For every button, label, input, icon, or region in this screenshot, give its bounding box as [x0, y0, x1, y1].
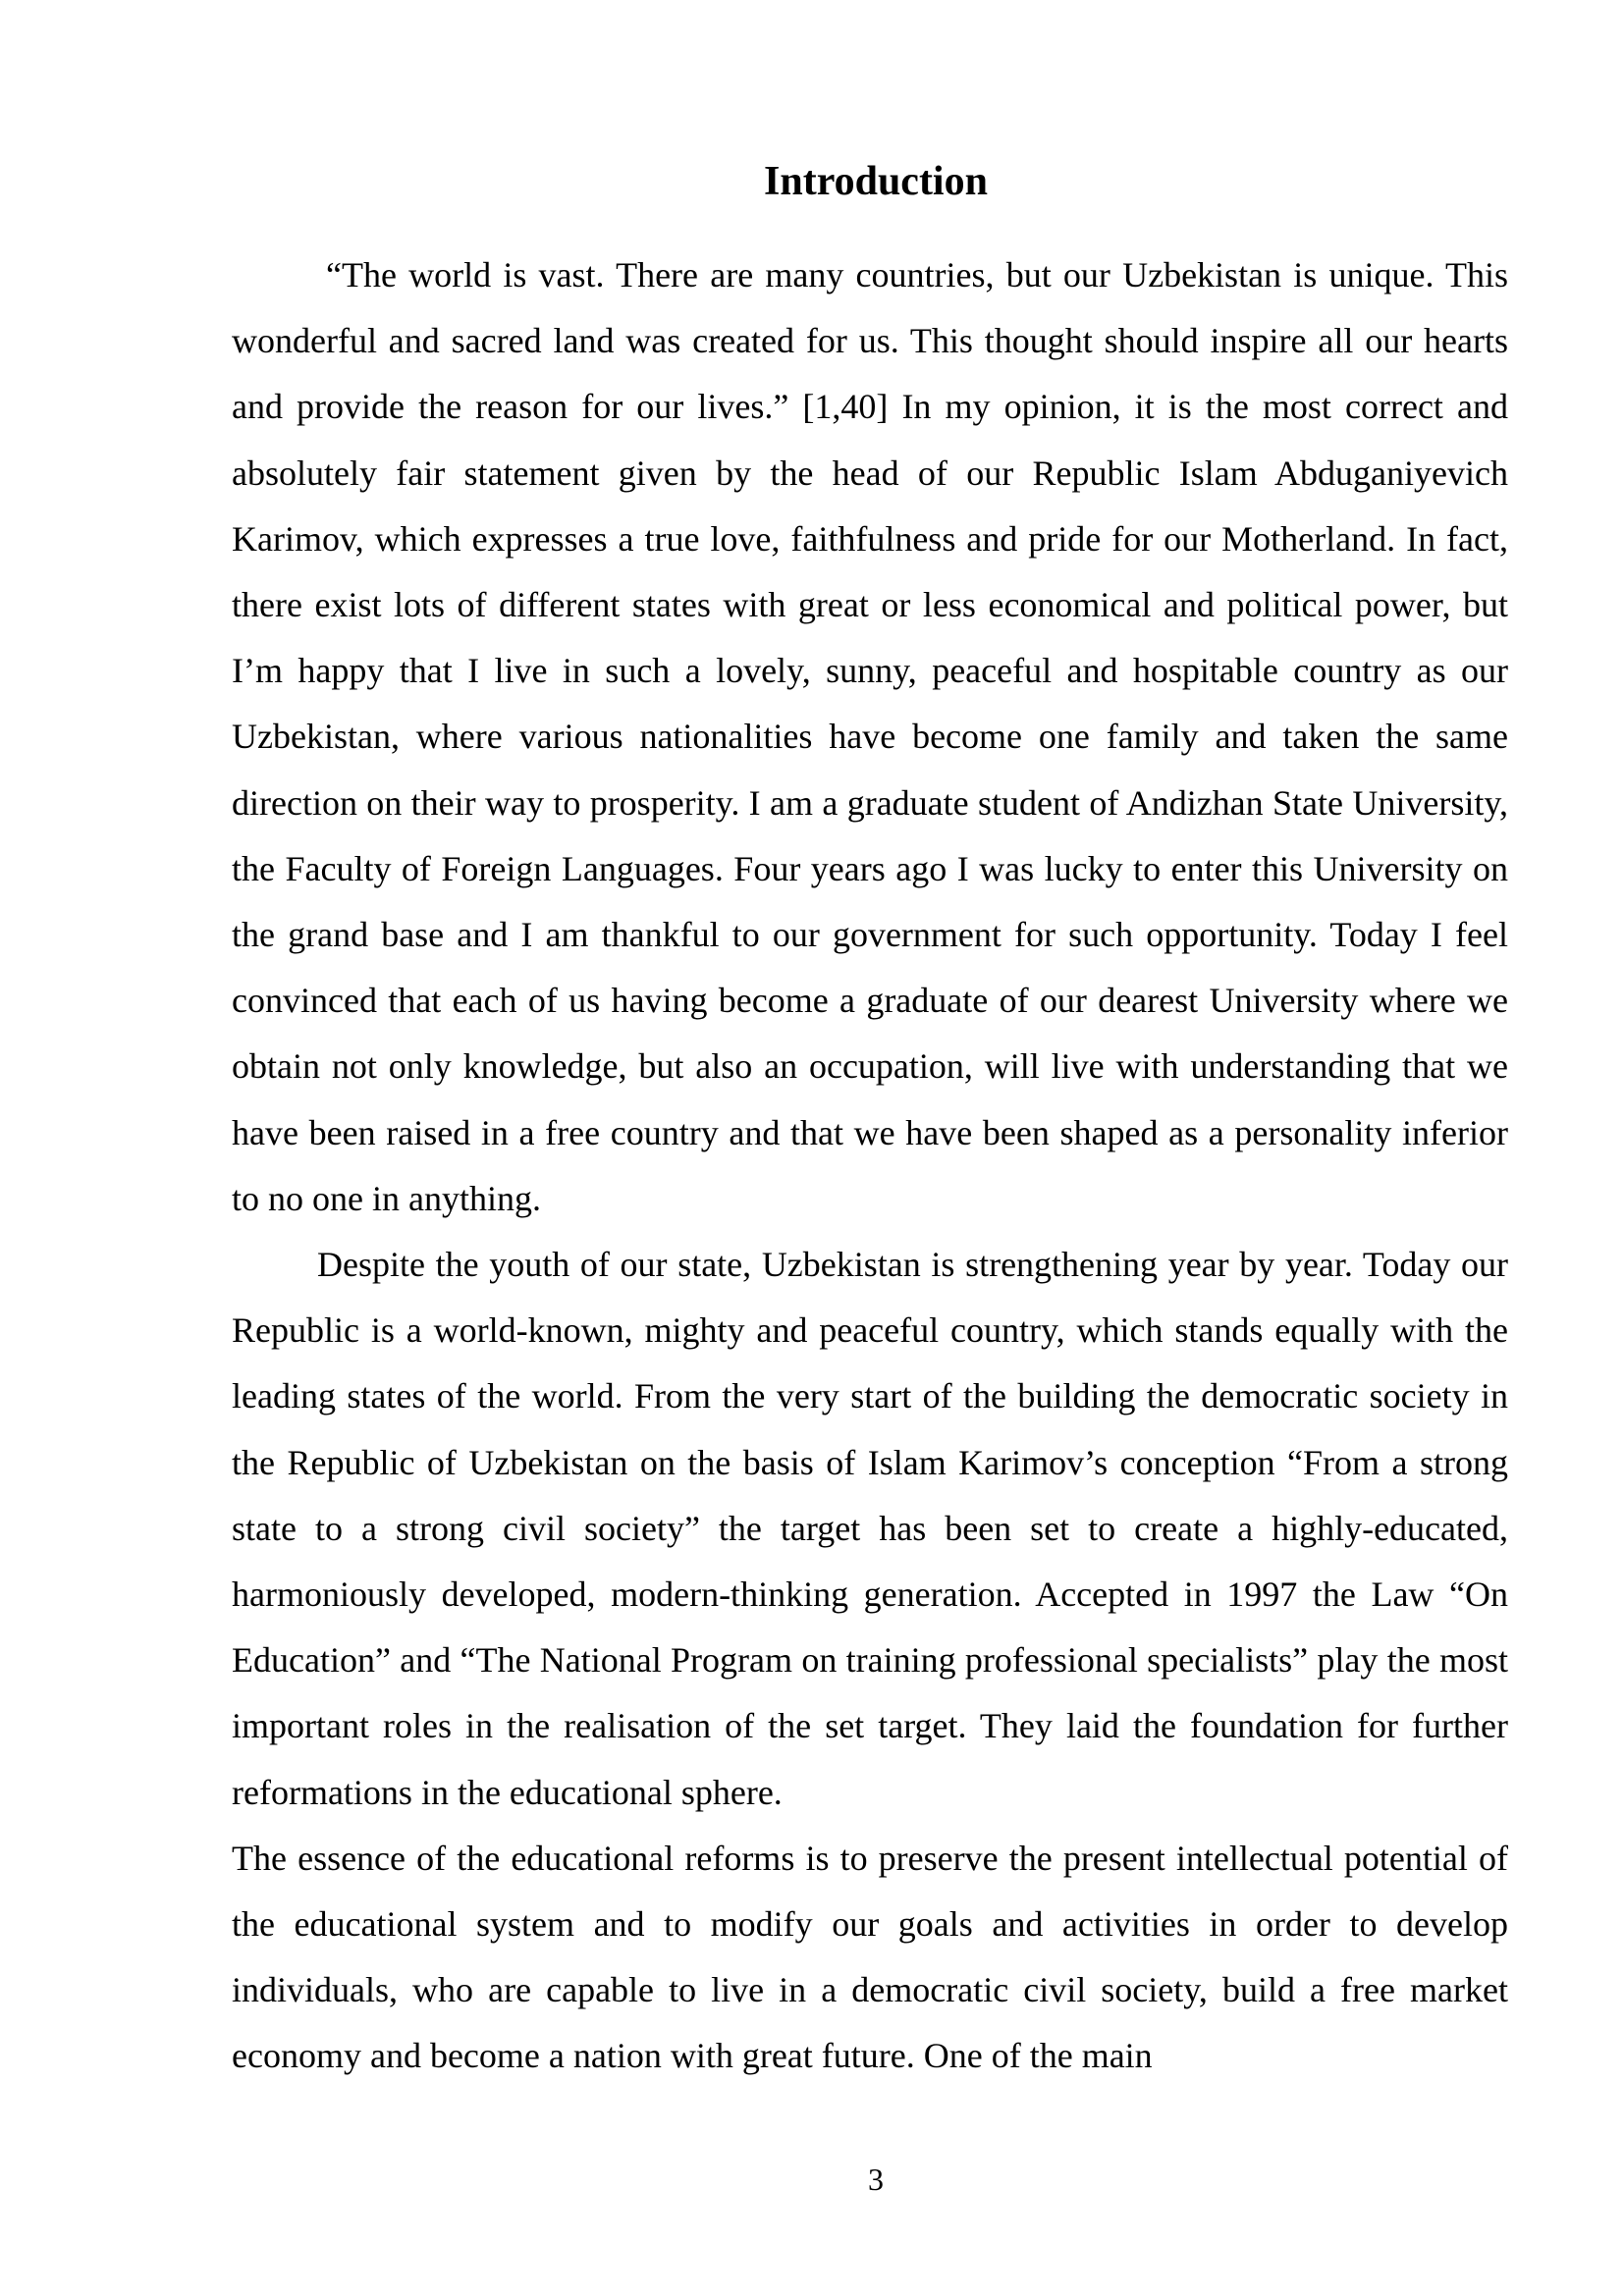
body-text: [232, 242, 1508, 2090]
page-title: Introduction: [764, 159, 988, 204]
page-number: 3: [868, 2162, 884, 2197]
paragraph-2: Despite the youth of our state, Uzbekistan is strengthening year by year. Today our Republic is a world-known, mighty and peaceful country, which stands equally with the leading states of the world. From the very start of the building the democratic society in the Republic of Uzbekistan on the basis of Islam Karimov’s conception “From a strong state to a strong civil society” the target has been set to create a highly-educated, harmoniously developed, modern-thinking generation. Accepted in 1997 the Law “On Education” and “The National Program on training professional specialists” play the most important roles in the realisation of the set target. They laid the foundation for further reformations in the educational sphere.: [232, 1245, 1508, 1812]
paragraph-3: The essence of the educational reforms is to preserve the present intellectual potential of the educational system and to modify our goals and activities in order to develop individuals, who are capable to live in a democratic civil society, build a free market economy and become a nation with great future. One of the main: [232, 1838, 1508, 2076]
paragraph-1: “The world is vast. There are many countries, but our Uzbekistan is unique. This wonderful and sacred land was created for us. This thought should inspire all our hearts and provide the reason for our lives.” [1,40] In my opinion, it is the most correct and absolutely fair statement given by the head of our Republic Islam Abduganiyevich Karimov, which expresses a true love, faithfulness and pride for our Motherland. In fact, there exist lots of different states with great or less economical and political power, but I’m happy that I live in such a lovely, sunny, peaceful and hospitable country as our Uzbekistan, where various nationalities have become one family and taken the same direction on their way to prosperity. I am a graduate student of Andizhan State University, the Faculty of Foreign Languages. Four years ago I was lucky to enter this University on the grand base and I am thankful to our government for such opportunity. Today I feel convinced that each of us having become a graduate of our dearest University where we obtain not only knowledge, but also an occupation, will live with understanding that we have been raised in a free country and that we have been shaped as a personality inferior to no one in anything.: [232, 255, 1508, 1218]
